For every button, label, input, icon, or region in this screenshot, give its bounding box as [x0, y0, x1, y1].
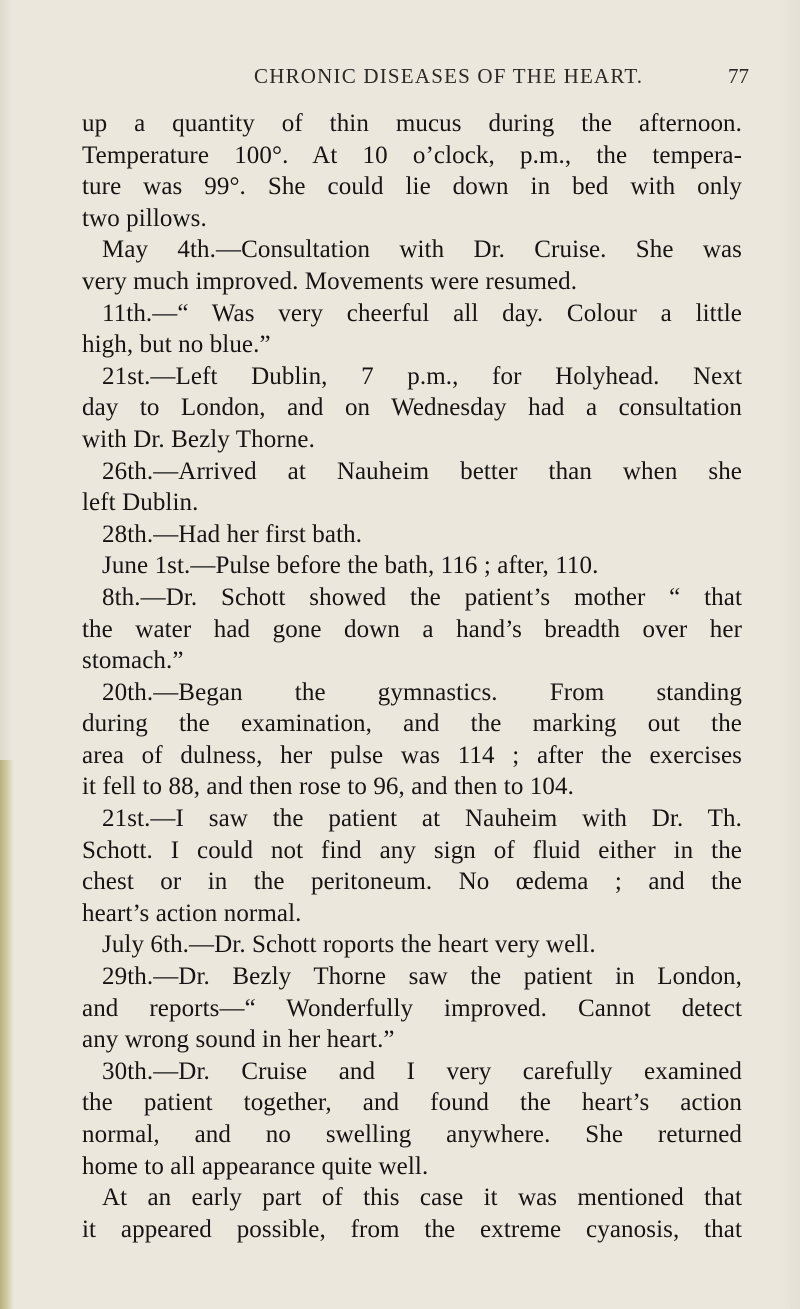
text-line: home to all appearance quite well. [82, 1152, 429, 1180]
text-line: normal, and no swelling anywhere. She returned [82, 1121, 742, 1148]
text-line: 20th.—Began the gymnastics. From standing [102, 678, 742, 706]
text-line: At an early part of this case it was mentioned that [102, 1184, 742, 1212]
text-line: July 6th.—Dr. Schott roports the heart very well. [102, 931, 596, 959]
running-head-title: CHRONIC DISEASES OF THE HEART. [254, 64, 644, 88]
running-head [0, 64, 800, 94]
text-line: 30th.—Dr. Cruise and I very carefully examined [102, 1057, 742, 1085]
text-line: 26th.—Arrived at Nauheim better than when she [102, 457, 742, 485]
text-line: it fell to 88, and then rose to 96, and then to 104. [82, 773, 574, 801]
text-line: 29th.—Dr. Bezly Thorne saw the patient in London, [102, 963, 742, 991]
text-line: with Dr. Bezly Thorne. [82, 425, 315, 453]
text-line: the water had gone down a hand’s breadth over her [82, 615, 742, 643]
text-line: June 1st.—Pulse before the bath, 116 ; after, 110. [102, 552, 599, 580]
text-line: 28th.—Had her first bath. [102, 520, 363, 548]
text-line: 21st.—Left Dublin, 7 p.m., for Holyhead. Next [102, 362, 742, 390]
text-line: the patient together, and found the heart’s action [82, 1089, 742, 1117]
body-text [82, 108, 742, 1245]
text-line: Schott. I could not find any sign of fluid either in the [82, 836, 742, 864]
text-line: during the examination, and the marking out the [82, 710, 742, 738]
text-line: chest or in the peritoneum. No œdema ; and the [82, 868, 742, 896]
binding-shadow [0, 760, 14, 1309]
text-line: up a quantity of thin mucus during the afternoon. [82, 110, 742, 137]
text-line: two pillows. [82, 204, 207, 232]
text-line: day to London, and on Wednesday had a consultation [82, 394, 742, 422]
text-line: left Dublin. [82, 489, 199, 517]
text-line: and reports—“ Wonderfully improved. Cannot detect [82, 994, 742, 1022]
text-line: it appeared possible, from the extreme cyanosis, that [82, 1215, 742, 1243]
text-line: Temperature 100°. At 10 o’clock, p.m., the tempera- [82, 141, 742, 169]
text-line: May 4th.—Consultation with Dr. Cruise. She was [102, 236, 742, 264]
text-line: 21st.—I saw the patient at Nauheim with Dr. Th. [102, 805, 742, 833]
page-number: 77 [728, 64, 749, 88]
text-line: stomach.” [82, 647, 184, 675]
text-line: area of dulness, her pulse was 114 ; after the exercises [82, 741, 742, 769]
text-line: heart’s action normal. [82, 899, 302, 927]
text-line: any wrong sound in her heart.” [82, 1026, 395, 1054]
text-line: very much improved. Movements were resumed. [82, 267, 578, 295]
text-line: ture was 99°. She could lie down in bed with only [82, 173, 742, 201]
text-line: high, but no blue.” [82, 331, 271, 359]
text-line: 8th.—Dr. Schott showed the patient’s mother “ that [102, 583, 742, 611]
text-line: 11th.—“ Was very cheerful all day. Colour a little [102, 299, 742, 327]
